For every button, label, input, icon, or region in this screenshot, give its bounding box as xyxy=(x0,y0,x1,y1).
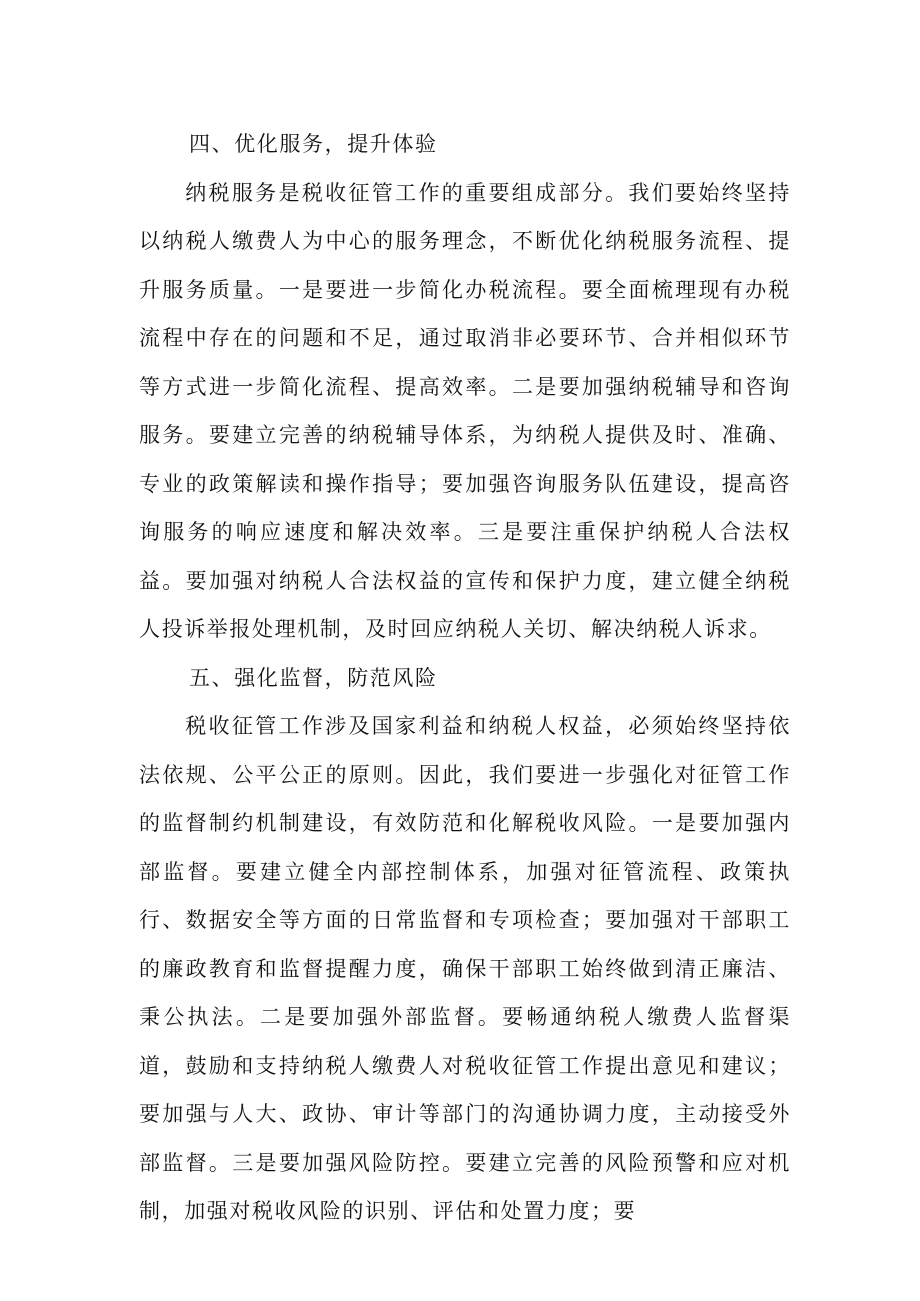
section-heading-4: 四、优化服务，提升体验 xyxy=(189,132,438,156)
section-heading-5: 五、强化监督，防范风险 xyxy=(189,665,438,690)
section-paragraph-4: 纳税服务是税收征管工作的重要组成部分。我们要始终坚持以纳税人缴费人为中心的服务理念，不断优化纳税服务流程、提升服务质量。一是要进一步简化办税流程。要全面梳理现有办税流程中存在的问题和不足，通过取消非必要环节、合并相似环节等方式进一步简化流程、提高效率。二是要加强纳税辅导和咨询服务。要建立完善的纳税辅导体系，为纳税人提供及时、准确、专业的政策解读和操作指导；要加强咨询服务队伍建设，提高咨询服务的响应速度和解决效率。三是要注重保护纳税人合法权益。要加强对纳税人合法权益的宣传和保护力度，建立健全纳税人投诉举报处理机制，及时回应纳税人关切、解决纳税人诉求。 xyxy=(139,180,791,641)
section-paragraph-5: 税收征管工作涉及国家利益和纳税人权益，必须始终坚持依法依规、公平公正的原则。因此，我们要进一步强化对征管工作的监督制约机制建设，有效防范和化解税收风险。一是要加强内部监督。要建立健全内部控制体系，加强对征管流程、政策执行、数据安全等方面的日常监督和专项检查；要加强对干部职工的廉政教育和监督提醒力度，确保干部职工始终做到清正廉洁、秉公执法。二是要加强外部监督。要畅通纳税人缴费人监督渠道，鼓励和支持纳税人缴费人对税收征管工作提出意见和建议；要加强与人大、政协、审计等部门的沟通协调力度，主动接受外部监督。三是要加强风险防控。要建立完善的风险预警和应对机制，加强对税收风险的识别、评估和处置力度；要 xyxy=(139,714,791,1223)
document-body xyxy=(139,120,791,1236)
